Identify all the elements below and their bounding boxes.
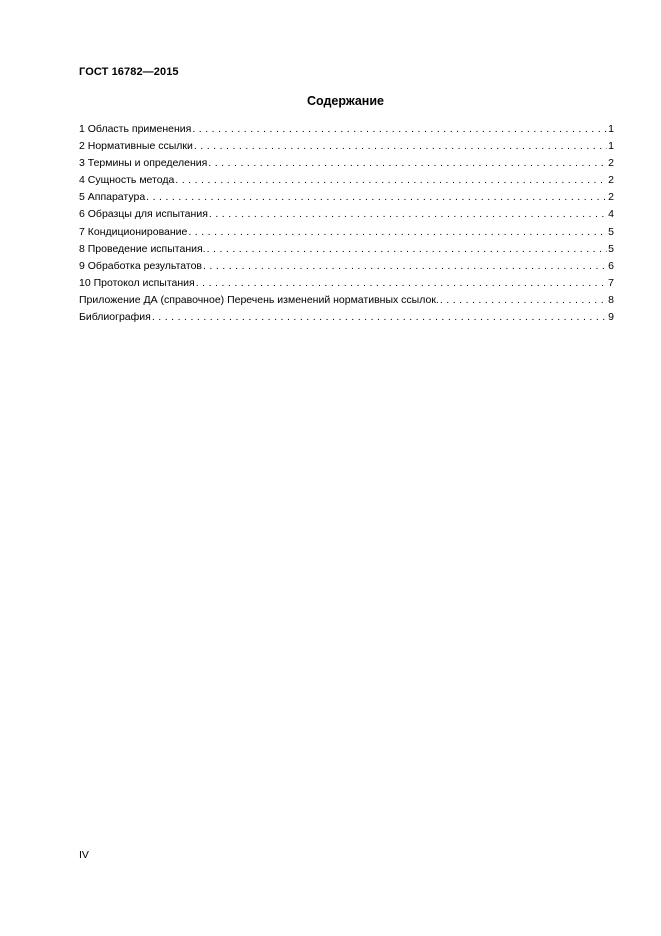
- toc-entry-bibliography[interactable]: [79, 309, 614, 326]
- toc-entry[interactable]: [79, 258, 614, 275]
- toc-entry-label: 8 Проведение испытания.: [79, 242, 206, 255]
- toc-entry-label: 9 Обработка результатов: [79, 259, 202, 272]
- toc-entry-page: 1: [608, 123, 614, 135]
- toc-entry[interactable]: [79, 121, 614, 138]
- toc-entry[interactable]: [79, 206, 614, 223]
- toc-entry-page: 7: [608, 276, 614, 289]
- toc-entry-label: 3 Термины и определения: [79, 157, 208, 170]
- toc-entry-appendix[interactable]: [79, 292, 614, 309]
- toc-dot-leader: [207, 241, 608, 258]
- toc-entry-label: 10 Протокол испытания: [79, 276, 195, 289]
- toc-dot-leader: [209, 206, 607, 223]
- toc-entry-label: Приложение ДА (справочное) Перечень изменений нормативных ссылок.: [79, 293, 439, 306]
- toc-entry[interactable]: [79, 155, 614, 172]
- toc-title: Содержание: [306, 94, 384, 108]
- toc-entry[interactable]: [79, 189, 614, 206]
- toc-entry-page: 5: [608, 242, 614, 255]
- toc-entry-page: 9: [608, 311, 614, 324]
- toc-entry-label: 7 Кондиционирование: [79, 225, 188, 238]
- page-number: IV: [79, 849, 89, 861]
- toc-entry-label: 6 Образцы для испытания: [79, 208, 208, 221]
- toc-dot-leader: [192, 121, 607, 138]
- toc-entry-page: 8: [608, 293, 614, 306]
- toc-entry-page: 2: [608, 191, 614, 204]
- toc-dot-leader: [194, 138, 607, 155]
- toc-entry-page: 5: [608, 225, 614, 238]
- toc-entry-label: 4 Сущность метода: [79, 174, 175, 187]
- toc-entry-page: 6: [608, 259, 614, 272]
- toc-entry-page: 2: [608, 174, 614, 187]
- toc-dot-leader: [146, 189, 607, 206]
- toc-entry[interactable]: [79, 172, 614, 189]
- toc-dot-leader: [208, 155, 607, 172]
- toc-dot-leader: [440, 292, 607, 309]
- toc-entry[interactable]: [79, 241, 614, 258]
- toc-dot-leader: [196, 275, 607, 292]
- toc-dot-leader: [188, 224, 607, 241]
- toc-entry-label: 2 Нормативные ссылки: [79, 140, 193, 153]
- document-header: ГОСТ 16782—2015: [79, 66, 179, 78]
- toc-entry[interactable]: [79, 275, 614, 292]
- toc-entry-page: 2: [608, 157, 614, 170]
- toc-dot-leader: [175, 172, 607, 189]
- toc-entry-label: 5 Аппаратура: [79, 191, 146, 204]
- toc-entry-page: 1: [608, 140, 614, 153]
- toc-entry-label: Библиография: [79, 311, 151, 324]
- toc-dot-leader: [203, 258, 607, 275]
- toc-entry[interactable]: [79, 224, 614, 241]
- toc-entry[interactable]: [79, 138, 614, 155]
- toc-dot-leader: [152, 309, 607, 326]
- toc-entry-label: 1 Область применения: [79, 123, 192, 135]
- toc-entry-page: 4: [608, 208, 614, 221]
- table-of-contents: [79, 121, 614, 326]
